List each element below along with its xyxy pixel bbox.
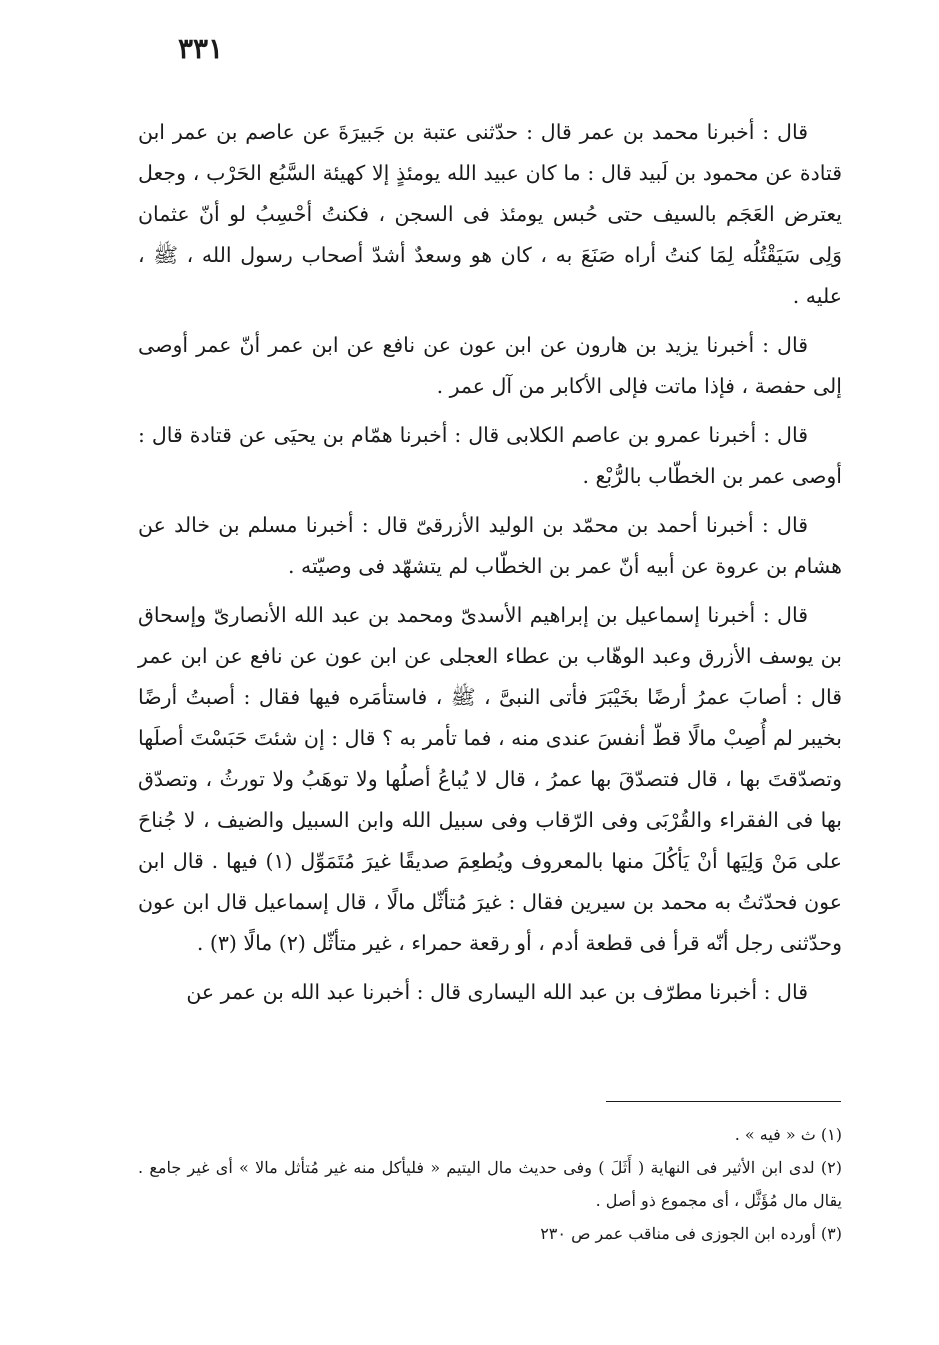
footnote-separator	[606, 1101, 841, 1102]
main-text	[138, 112, 842, 1021]
footnote: (١) ث « فيه » .	[734, 1125, 842, 1144]
footnotes	[138, 1118, 842, 1250]
paragraph: قال : أخبرنا محمد بن عمر قال : حدّثنى عتبة بن جَبيرَةَ عن عاصم بن عمر ابن قتادة عن محمود بن لَبيد قال : ما كان عبيد الله يومئذٍ إلا كهيئة السَّبُع الحَرْب ، وجعل يعترض العَجَم بالسيف حتى حُبس يومئذ فى السجن ، فكنتُ أحْسِبُ لو أنّ عثمان وَلِى سَيَقْتُلُه لِمَا كنتُ أراه صَنَعَ به ، كان هو وسعدٌ أشدّ أصحاب رسول الله ، ﷺ ، عليه .	[138, 120, 842, 308]
paragraph: قال : أخبرنا مطرّف بن عبد الله اليسارى قال : أخبرنا عبد الله بن عمر عن	[186, 980, 808, 1004]
paragraph: قال : أخبرنا أحمد بن محمّد بن الوليد الأزرقىّ قال : أخبرنا مسلم بن خالد عن هشام بن عروة عن أبيه أنّ عمر بن الخطّاب لم يتشهّد فى وصيّته .	[138, 513, 842, 578]
footnote: (٢) لدى ابن الأثير فى النهاية ( أَثَلَ ) وفى حديث مال اليتيم « فليأكل منه غير مُتأثل مالا » أى غير جامع . يقال مال مُؤَثَّل ، أى مجموع ذو أصل .	[138, 1158, 842, 1210]
page-number: ٣٣١	[178, 32, 224, 65]
paragraph: قال : أخبرنا إسماعيل بن إبراهيم الأسدىّ ومحمد بن عبد الله الأنصارىّ وإسحاق بن يوسف الأزرق وعبد الوهّاب بن عطاء العجلى عن ابن عون عن نافع عن ابن عمر قال : أصابَ عمرُ أرضًا بخَيْبَرَ فأتى النبىَّ ، ﷺ ، فاستأمَره فيها فقال : أصبتُ أرضًا بخيبر لم أُصِبْ مالًا قطّ أنفسَ عندى منه ، فما تأمر به ؟ قال : إن شئتَ حَبَسْتَ أصلَها وتصدّقتَ بها ، قال فتصدّقَ بها عمرُ ، قال لا يُباعُ أصلُها ولا توهَبُ ولا تورثُ ، وتصدّق بها فى الفقراء والقُرْبَى وفى الرّقاب وفى سبيل الله وابن السبيل والضيف ، لا جُناحَ على مَنْ وَلِيَها أنْ يَأكُلَ منها بالمعروف ويُطعِمَ صديقًا غيرَ مُتَمَوِّل (١) فيها . قال ابن عون فحدّثتُ به محمد بن سيرين فقال : غيرَ مُتأثّل مالًا ، قال إسماعيل قال ابن عون وحدّثنى رجل أنّه قرأ فى قطعة أدم ، أو رقعة حمراء ، غير متأثّل (٢) مالًا (٣) .	[138, 603, 842, 955]
footnote: (٣) أورده ابن الجوزى فى مناقب عمر ص ٢٣٠	[540, 1224, 842, 1243]
paragraph: قال : أخبرنا عمرو بن عاصم الكلابى قال : أخبرنا همّام بن يحيَى عن قتادة قال : أوصى عمر بن الخطّاب بالرُّبْع .	[138, 423, 842, 488]
paragraph: قال : أخبرنا يزيد بن هارون عن ابن عون عن نافع عن ابن عمر أنّ عمر أوصى إلى حفصة ، فإذا ماتت فإلى الأكابر من آل عمر .	[138, 333, 842, 398]
